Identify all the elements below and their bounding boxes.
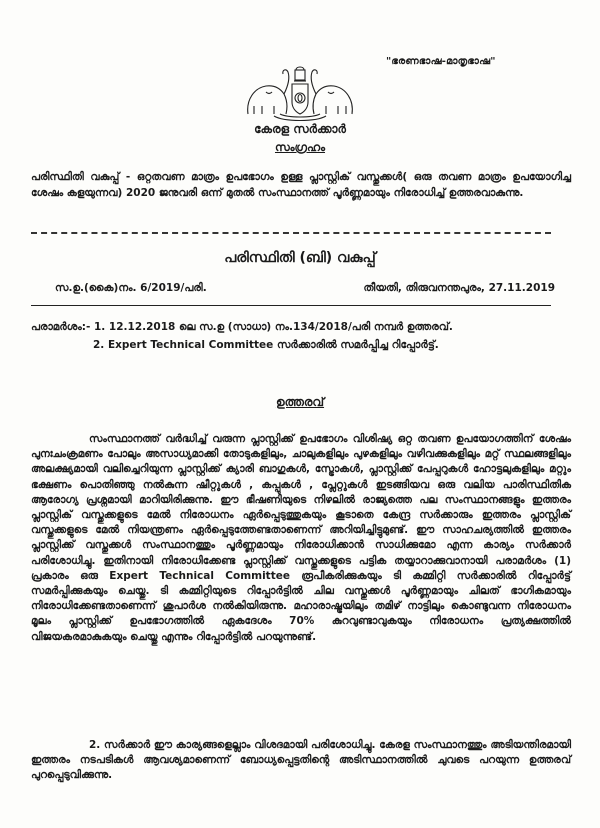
order-heading [0, 395, 600, 410]
dashed-divider [31, 232, 551, 234]
reference-2: 2. Expert Technical Committee സർക്കാരിൽ സമർപ്പിച്ച റിപ്പോർട്ട്. [93, 339, 439, 351]
government-name: കേരള സർക്കാർ [254, 122, 346, 136]
order-subject: പരിസ്ഥിതി വകുപ്പ് - ഒറ്റതവണ മാത്രം ഉപഭോഗം ഉള്ള പ്ലാസ്റ്റിക് വസ്തുക്കൾ( ഒരു തവണ മാത്രം ഉപയോഗിച്ച ശേഷം കളയുന്നവ) 2020 ജനുവരി ഒന്ന് മുതൽ സംസ്ഥാനത്ത് പൂർണ്ണമായും നിരോധിച്ച് ഉത്തരവാകുന്നു. [31, 171, 571, 199]
order-paragraph-2: 2. സർക്കാർ ഈ കാര്യങ്ങളെല്ലാം വിശദമായി പരിശോധിച്ചു. കേരള സംസ്ഥാനത്തും അടിയന്തിരമായി ഇത്തരം നടപടികൾ ആവശ്യമാണെന്ന് ബോധ്യപ്പെട്ടതിന്റെ അടിസ്ഥാനത്തിൽ ചുവടെ പറയുന്ന ഉത്തരവ് പുറപ്പെടുവിക്കുന്നു. [31, 739, 571, 782]
abstract-label [0, 140, 600, 155]
reference-1: പരാമർശം:- 1. 12.12.2018 ലെ സ.ഉ (സാധാ) നം.134/2018/പരി നമ്പർ ഉത്തരവ്. [31, 321, 453, 333]
references-block [31, 318, 571, 354]
order-reference-row [55, 282, 555, 295]
order-date-place: തീയതി, തിരുവനന്തപുരം, 27.11.2019 [363, 282, 555, 294]
order-paragraph-1: സംസ്ഥാനത്ത് വർദ്ധിച്ച് വരുന്ന പ്ലാസ്റ്റിക്ക് ഉപഭോഗം വിശിഷ്യ ഒറ്റ തവണ ഉപയോഗത്തിന് ശേഷം പുനഃചംക്രമണം പോലും അസാധ്യമാക്കി തോടുകളിലും, ചാലുകളിലും പുഴകളിലും വഴിവക്കുകളിലും മറ്റ് സ്ഥലങ്ങളിലും അലക്ഷ്യമായി വലിച്ചെറിയുന്ന പ്ലാസ്റ്റിക്ക് ക്യാരി ബാഗുകൾ, സ്ട്രോകൾ, പ്ലാസ്റ്റിക്ക് പേപ്പറുകൾ ഹോട്ടലുകളിലും മറ്റും ഭക്ഷണം പൊതിഞ്ഞു നൽകുന്ന ഷീറ്റുകൾ , കപ്പുകൾ , പ്ലേറ്റുകൾ ഇടങ്ങിയവ ഒരു വലിയ പാരിസ്ഥിതിക ആരോഗ്യ പ്രശ്നമായി മാറിയിരിക്കുന്നു. ഈ ഭീഷണിയുടെ നിഴലിൽ രാജ്യത്തെ പല സംസ്ഥാനങ്ങളും ഇത്തരം പ്ലാസ്റ്റിക് വസ്തുക്കളുടെ മേൽ നിരോധനം ഏർപ്പെടുത്തുകയും കൂടാതെ കേന്ദ്ര സർക്കാരും ഇത്തരം പ്ലാസ്റ്റിക് വസ്തുക്കളുടെ മേൽ നിയന്ത്രണം ഏർപ്പെടുത്തേണ്ടതാണെന്ന് അറിയിച്ചിട്ടുമുണ്ട്. ഈ സാഹചര്യത്തിൽ ഇത്തരം പ്ലാസ്റ്റിക്ക് വസ്തുക്കൾ സംസ്ഥാനത്തും പൂർണ്ണമായും നിരോധിക്കാൻ സാധിക്കുമോ എന്ന കാര്യം സർക്കാർ പരിശോധിച്ചു. ഇതിനായി നിരോധിക്കേണ്ട പ്ലാസ്റ്റിക്ക് വസ്തുക്കളുടെ പട്ടിക തയ്യാറാക്കുവാനായി പരാമർശം (1) പ്രകാരം ഒരു Expert Technical Committee രൂപീകരിക്കുകയും ടി കമ്മിറ്റി സർക്കാരിൽ റിപ്പോർട്ട് സമർപ്പിക്കുകയും ചെയ്തു. ടി കമ്മിറ്റിയുടെ റിപ്പോർട്ടിൽ ചില വസ്തുക്കൾ പൂർണ്ണമായും ചിലത് ഭാഗികമായും നിരോധിക്കേണ്ടതാണെന്ന് ശുപാർശ നൽകിയിരുന്നു. മഹാരാഷ്ട്രയിലും തമിഴ് നാട്ടിലും കൊണ്ടുവന്ന നിരോധനം മൂലം പ്ലാസ്റ്റിക്ക് ഉപഭോഗത്തിൽ ഏകദേശം 70% കുറവുണ്ടാവുകയും നിരോധനം പ്രത്യക്ഷത്തിൽ വിജയകരമാകുകയും ചെയ്തു എന്നും റിപ്പോർട്ടിൽ പറയുന്നുണ്ട്. [31, 433, 571, 643]
order-number: സ.ഉ.(കൈ)നം. 6/2019/പരി. [55, 282, 207, 294]
department-title: പരിസ്ഥിതി (ബി) വകുപ്പ് [224, 250, 376, 266]
order-heading-text: ഉത്തരവ് [275, 395, 325, 409]
official-language-motto: "ഭരണഭാഷ-മാതൃഭാഷ" [386, 56, 496, 67]
solid-divider [31, 305, 551, 306]
abstract-label-text: സംഗ്രഹം [274, 140, 326, 154]
kerala-emblem-icon [244, 64, 356, 122]
